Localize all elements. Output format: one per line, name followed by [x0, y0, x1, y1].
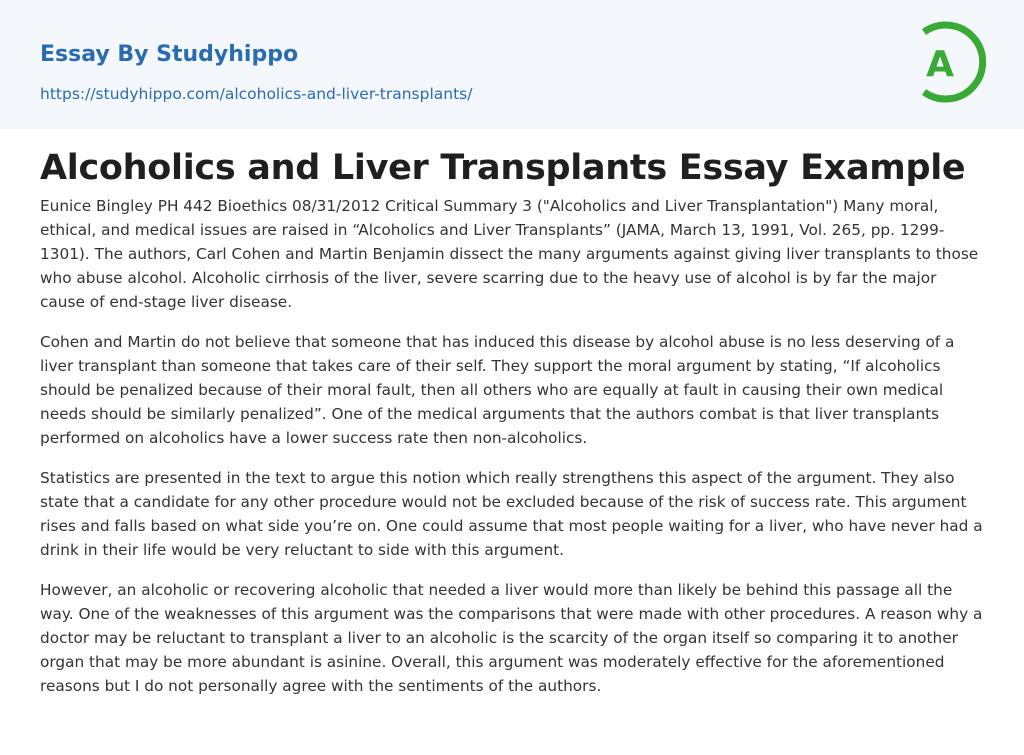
source-url-link[interactable]: https://studyhippo.com/alcoholics-and-liver-transplants/: [40, 85, 473, 103]
article-paragraph: Eunice Bingley PH 442 Bioethics 08/31/2012 Critical Summary 3 ("Alcoholics and Liver Transplantation") Many moral, ethical, and medical issues are raised in “Alcoholics and Liver Transplants” (JAMA, March 13, 1991, Vol. 265, pp. 1299-1301). The authors, Carl Cohen and Martin Benjamin dissect the many arguments against giving liver transplants to those who abuse alcohol. Alcoholic cirrhosis of the liver, severe scarring due to the heavy use of alcohol is by far the major cause of end-stage liver disease.: [40, 197, 979, 311]
article: [40, 146, 984, 698]
page-title: Alcoholics and Liver Transplants Essay Example: [40, 148, 966, 188]
brand-title[interactable]: Essay By Studyhippo: [40, 42, 299, 67]
article-paragraph: However, an alcoholic or recovering alcoholic that needed a liver would more than likely be behind this passage all the way. One of the weaknesses of this argument was the comparisons that were made with other procedures. A reason why a doctor may be reluctant to transplant a liver to an alcoholic is the scarcity of the organ itself so comparing it to another organ that may be more abundant is asinine. Overall, this argument was moderately effective for the aforementioned reasons but I do not personally agree with the sentiments of the authors.: [40, 581, 983, 695]
page-header: [0, 0, 1024, 129]
article-paragraph: Cohen and Martin do not believe that someone that has induced this disease by alcohol abuse is no less deserving of a liver transplant than someone that takes care of their self. They support the moral argument by stating, “If alcoholics should be penalized because of their moral fault, then all others who are equally at fault in causing their own medical needs should be similarly penalized”. One of the medical arguments that the authors combat is that liver transplants performed on alcoholics have a lower success rate then non-alcoholics.: [40, 333, 955, 447]
logo-letter: A: [926, 44, 954, 85]
studyhippo-logo-icon[interactable]: [912, 20, 988, 106]
article-paragraph: Statistics are presented in the text to argue this notion which really strengthens this aspect of the argument. They also state that a candidate for any other procedure would not be excluded because of the risk of success rate. This argument rises and falls based on what side you’re on. One could assume that most people waiting for a liver, who have never had a drink in their life would be very reluctant to side with this argument.: [40, 469, 983, 559]
